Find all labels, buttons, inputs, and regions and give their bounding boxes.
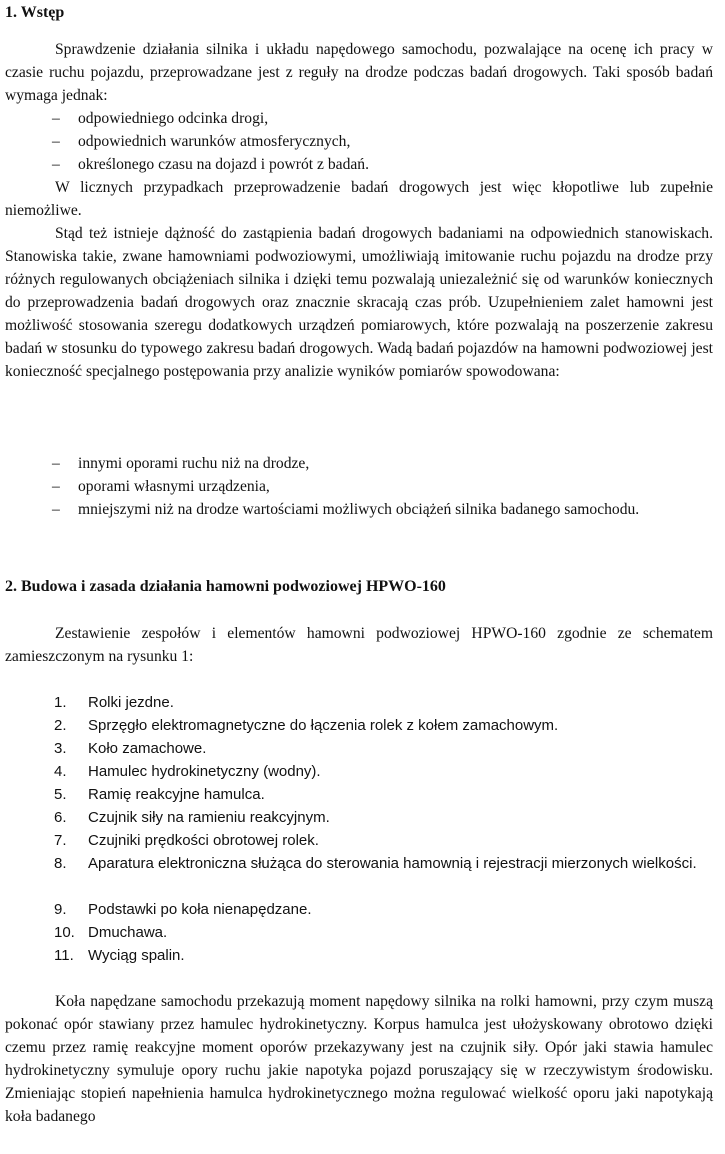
component-item-11: 11. Wyciąg spalin. [54,947,185,964]
drawback-item-1: – innymi oporami ruchu niż na drodze, [52,455,310,472]
section-1-paragraph-3: Stąd też istnieje dążność do zastąpienia badań drogowych badaniami na odpowiednich stanowiskach. Stanowiska takie, zwane hamowniami podwoziowymi, umożliwiają imitowanie ruchu pojazdu na drodze przy różnych regulowanych obciążeniach silnika i dzięki temu pozwalają uniezależnić się od warunków koniecznych do przeprowadzenia badań drogowych oraz znacznie skracają czas prób. Uzupełnieniem zalet hamowni jest możliwość stosowania szeregu dodatkowych urządzeń pomiarowych, które pozwalają na poszerzenie zakresu badań w stosunku do typowego zakresu badań drogowych. Wadą badań pojazdów na hamowni podwoziowej jest konieczność specjalnego postępowania przy analizie wyników pomiarów spowodowana: [5,225,713,380]
component-item-2: 2. Sprzęgło elektromagnetyczne do łączenia rolek z kołem zamachowym. [54,717,559,734]
section-1-paragraph-2: W licznych przypadkach przeprowadzenie badań drogowych jest więc kłopotliwe lub zupełnie niemożliwe. [5,179,713,219]
component-item-1: 1. Rolki jezdne. [54,694,174,711]
component-item-3: 3. Koło zamachowe. [54,740,207,757]
component-item-4: 4. Hamulec hydrokinetyczny (wodny). [54,763,321,780]
component-item-5: 5. Ramię reakcyjne hamulca. [54,786,265,803]
component-item-10: 10. Dmuchawa. [54,924,168,941]
requirement-item-3: – określonego czasu na dojazd i powrót z badań. [52,156,369,173]
section-2-heading: 2. Budowa i zasada działania hamowni podwoziowej HPWO-160 [5,578,446,595]
component-item-6: 6. Czujnik siły na ramieniu reakcyjnym. [54,809,330,826]
section-2-intro-paragraph: Zestawienie zespołów i elementów hamowni podwoziowej HPWO-160 zgodnie ze schematem zamieszczonym na rysunku 1: [5,625,713,665]
section-2-final-paragraph: Koła napędzane samochodu przekazują moment napędowy silnika na rolki hamowni, przy czym muszą pokonać opór stawiany przez hamulec hydrokinetyczny. Korpus hamulca jest ułożyskowany obrotowo dzięki czemu przez ramię reakcyjne moment oporów przekazywany jest na czujnik siły. Opór jaki stawia hamulec hydrokinetyczny symuluje opory ruchu jakie napotyka pojazd poruszający się w rzeczywistym środowisku. Zmieniając stopień napełnienia hamulca hydrokinetycznego można regulować wielkość oporu jaki napotykają koła badanego [5,993,713,1125]
drawback-item-3: – mniejszymi niż na drodze wartościami możliwych obciążeń silnika badanego samochodu. [52,501,640,518]
requirement-item-2: – odpowiednich warunków atmosferycznych, [52,133,351,150]
section-1-intro-paragraph: Sprawdzenie działania silnika i układu napędowego samochodu, pozwalające na ocenę ich pracy w czasie ruchu pojazdu, przeprowadzane jest z reguły na drodze podczas badań drogowych. Taki sposób badań wymaga jednak: [5,41,713,104]
component-item-7: 7. Czujniki prędkości obrotowej rolek. [54,832,319,849]
component-item-8: 8. Aparatura elektroniczna służąca do sterowania hamownią i rejestracji mierzonych wielkości. [54,855,697,872]
drawback-item-2: – oporami własnymi urządzenia, [52,478,270,495]
section-1-heading: 1. Wstęp [5,4,65,21]
requirement-item-1: – odpowiedniego odcinka drogi, [52,110,269,127]
component-item-9: 9. Podstawki po koła nienapędzane. [54,901,312,918]
